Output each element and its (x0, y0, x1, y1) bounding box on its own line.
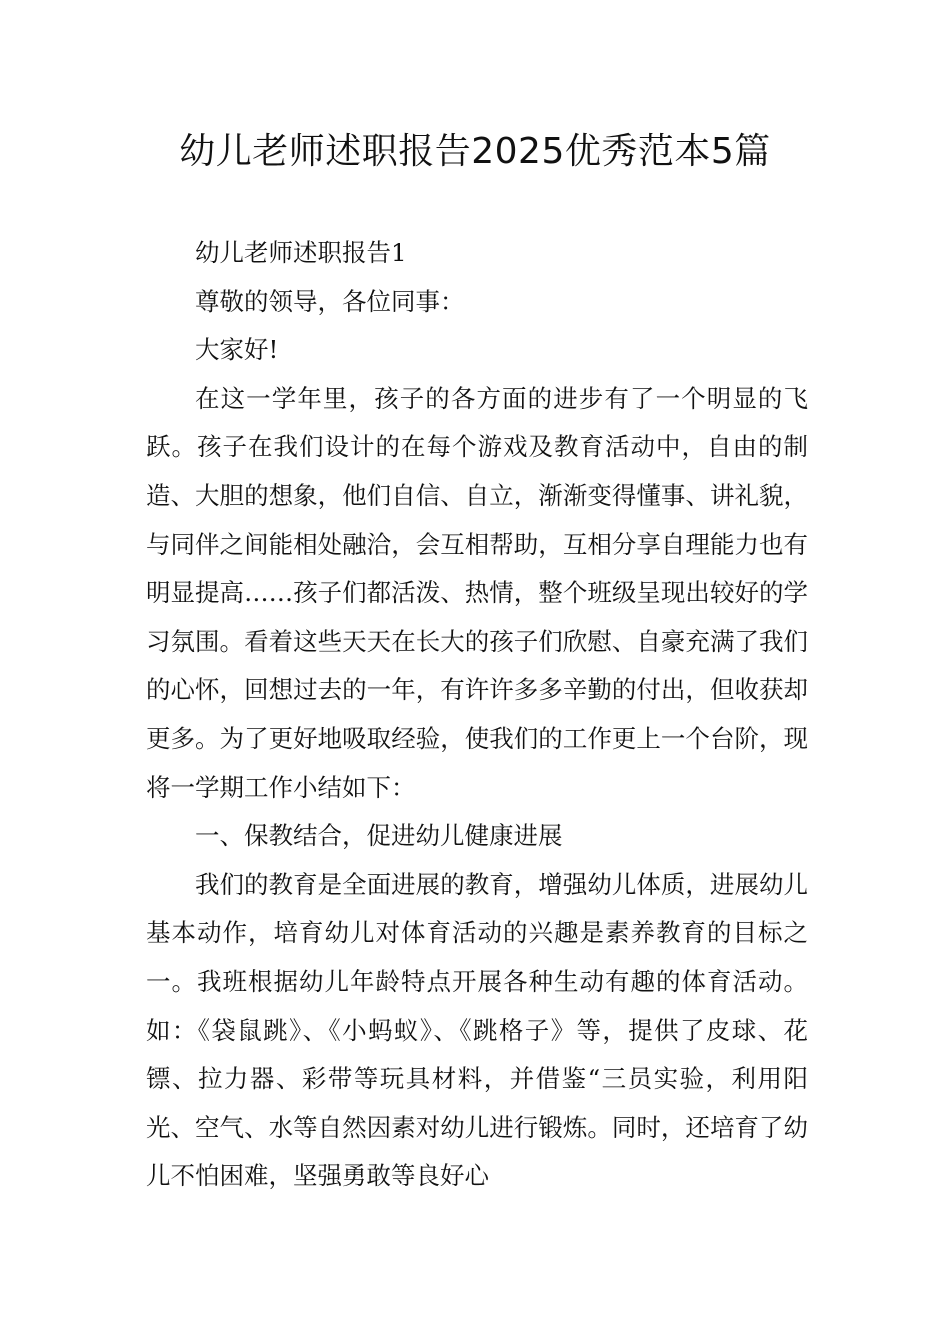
body-paragraph: 在这一学年里，孩子的各方面的进步有了一个明显的飞跃。孩子在我们设计的在每个游戏及教育活动中，自由的制造、大胆的想象，他们自信、自立，渐渐变得懂事、讲礼貌，与同伴之间能相处融洽，会互相帮助，互相分享自理能力也有明显提高……孩子们都活泼、热情，整个班级呈现出较好的学习氛围。看着这些天天在长大的孩子们欣慰、自豪充满了我们的心怀，回想过去的一年，有许许多多辛勤的付出，但收获却更多。为了更好地吸取经验，使我们的工作更上一个台阶，现将一学期工作小结如下： (146, 383, 808, 802)
greeting: 大家好! (195, 335, 279, 365)
document-body (146, 229, 808, 1201)
document-title: 幼儿老师述职报告2025优秀范本5篇 (179, 131, 771, 172)
subsection-heading: 一、保教结合，促进幼儿健康进展 (195, 821, 563, 851)
body-paragraph: 我们的教育是全面进展的教育，增强幼儿体质，进展幼儿基本动作，培育幼儿对体育活动的兴趣是素养教育的目标之一。我班根据幼儿年龄特点开展各种生动有趣的体育活动。如：《袋鼠跳》、《小蚂蚁》、《跳格子》等，提供了皮球、花镖、拉力器、彩带等玩具材料，并借鉴“三员实验，利用阳光、空气、水等自然因素对幼儿进行锻炼。同时，还培育了幼儿不怕困难，坚强勇敢等良好心 (146, 869, 808, 1191)
salutation: 尊敬的领导，各位同事： (195, 286, 465, 316)
section-heading: 幼儿老师述职报告1 (195, 238, 407, 267)
